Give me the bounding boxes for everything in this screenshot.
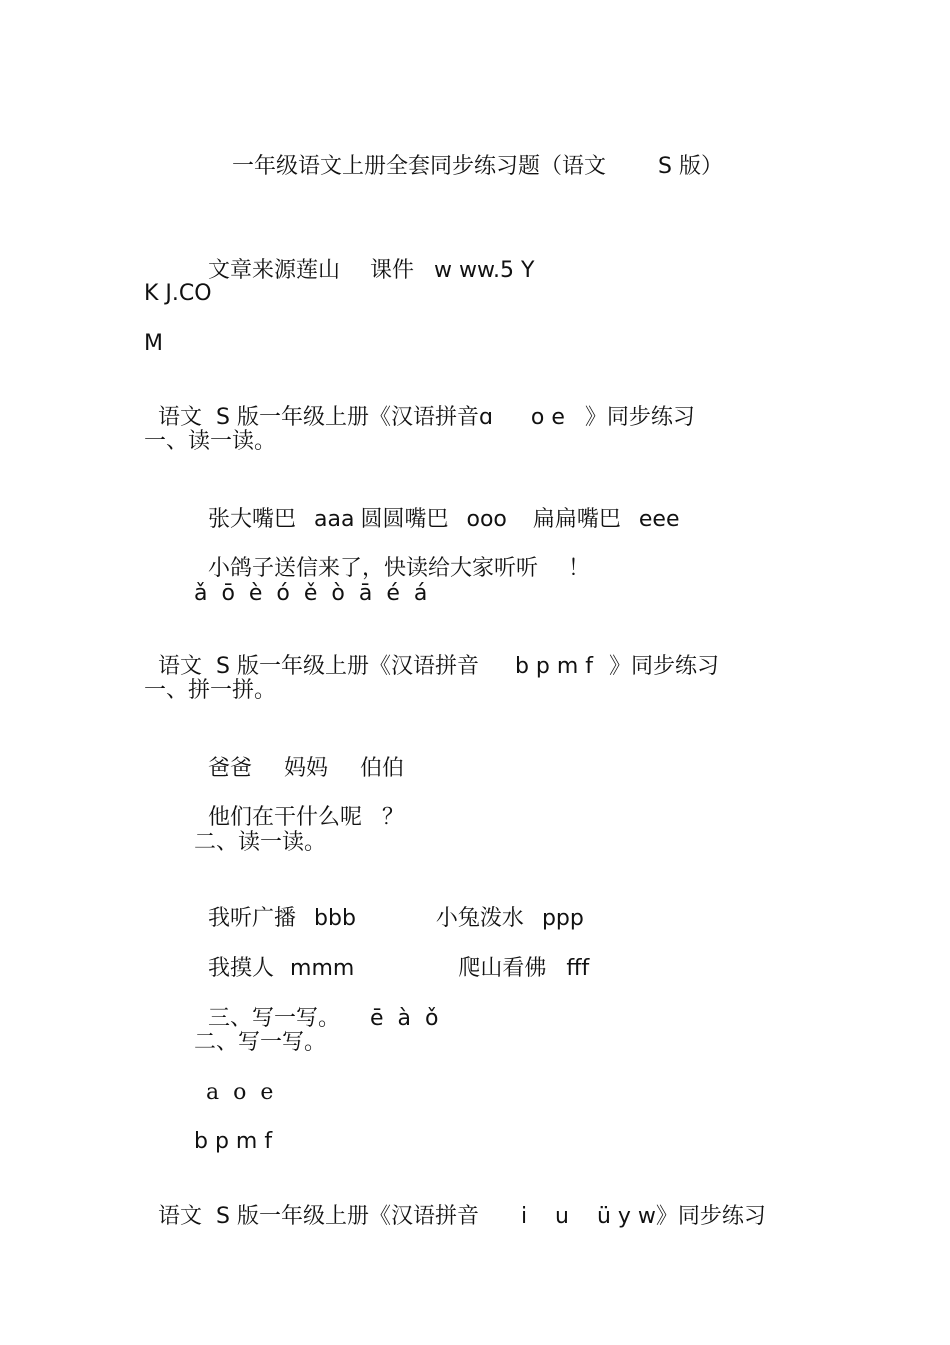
section1-row3: ǎ ō è ó ě ò ā é á bbox=[194, 581, 428, 606]
section2-question-line bbox=[194, 779, 404, 831]
source-url-part1: w ww.5 Y bbox=[434, 258, 535, 283]
word-mama: 妈妈 bbox=[284, 756, 329, 781]
read-row2-a-pinyin: mmm bbox=[290, 956, 355, 981]
section2-question4: 二、写一写。 bbox=[194, 1030, 327, 1055]
section2-question1: 一、拼一拼。 bbox=[144, 678, 277, 703]
row1-c-pinyin: eee bbox=[638, 507, 680, 532]
read-row2-b-pinyin: fff bbox=[566, 956, 590, 981]
question3-label: 三、写一写。 bbox=[208, 1006, 341, 1031]
section2-question2: 二、读一读。 bbox=[194, 830, 327, 855]
title-version: S 版） bbox=[658, 154, 723, 179]
source-url-part2: K J.CO bbox=[144, 281, 212, 306]
source-url-part3: M bbox=[144, 331, 163, 356]
row2-mark: ！ bbox=[568, 556, 591, 581]
row2-text: 小鸽子送信来了，快读给大家听听 bbox=[208, 556, 539, 581]
section2-read-row2 bbox=[194, 930, 589, 982]
title-main: 一年级语文上册全套同步练习题（语文 bbox=[232, 154, 607, 179]
section1-heading-prefix: 语文 S 版一年级上册《汉语拼音 bbox=[158, 405, 479, 430]
section1-heading-suffix: 》同步练习 bbox=[584, 405, 695, 430]
section1-row2 bbox=[194, 530, 590, 582]
row1-a-pinyin: aaa bbox=[314, 507, 355, 532]
section3-heading-suffix: 》同步练习 bbox=[655, 1204, 766, 1229]
section1-row1 bbox=[194, 481, 680, 533]
section2-question3 bbox=[194, 980, 438, 1032]
source-courseware: 课件 bbox=[370, 258, 415, 283]
read-row1-a: 我听广播 bbox=[208, 906, 297, 931]
row1-a: 张大嘴巴 bbox=[208, 507, 297, 532]
read-row1-a-pinyin: bbb bbox=[314, 906, 356, 931]
section3-heading-pinyin: i u ü y w bbox=[520, 1204, 656, 1229]
section1-heading bbox=[144, 379, 695, 431]
section1-heading-pinyin: ɑ bbox=[478, 405, 493, 430]
section1-question1: 一、读一读。 bbox=[144, 429, 277, 454]
row1-b-pinyin: ooo bbox=[466, 507, 507, 532]
source-label: 文章来源莲山 bbox=[208, 258, 341, 283]
section2-heading-prefix: 语文 S 版一年级上册《汉语拼音 bbox=[158, 654, 479, 679]
source-line bbox=[194, 232, 534, 284]
question-mark: ？ bbox=[382, 805, 405, 830]
section3-heading-prefix: 语文 S 版一年级上册《汉语拼音 bbox=[158, 1204, 479, 1229]
section1-heading-pinyin2: o e bbox=[530, 405, 565, 430]
section3-heading bbox=[144, 1178, 766, 1230]
document-title bbox=[218, 128, 723, 180]
read-row2-a: 我摸人 bbox=[208, 956, 275, 981]
row1-b: 圆圆嘴巴 bbox=[360, 507, 449, 532]
section2-write2: b p m f bbox=[194, 1129, 273, 1154]
word-baba: 爸爸 bbox=[208, 756, 253, 781]
question-text: 他们在干什么呢 bbox=[208, 805, 363, 830]
row1-c: 扁扁嘴巴 bbox=[532, 507, 621, 532]
question3-pinyin: ē à ǒ bbox=[370, 1006, 439, 1031]
section2-write1: a o e bbox=[206, 1080, 274, 1105]
read-row1-b: 小兔泼水 bbox=[435, 906, 524, 931]
read-row2-b: 爬山看佛 bbox=[458, 956, 547, 981]
word-bobo: 伯伯 bbox=[360, 756, 405, 781]
section2-words bbox=[194, 730, 404, 782]
section2-heading bbox=[144, 628, 719, 680]
section2-heading-pinyin: b p m f bbox=[514, 654, 594, 679]
read-row1-b-pinyin: ppp bbox=[541, 906, 584, 931]
section2-read-row1 bbox=[194, 880, 584, 932]
section2-heading-suffix: 》同步练习 bbox=[609, 654, 720, 679]
